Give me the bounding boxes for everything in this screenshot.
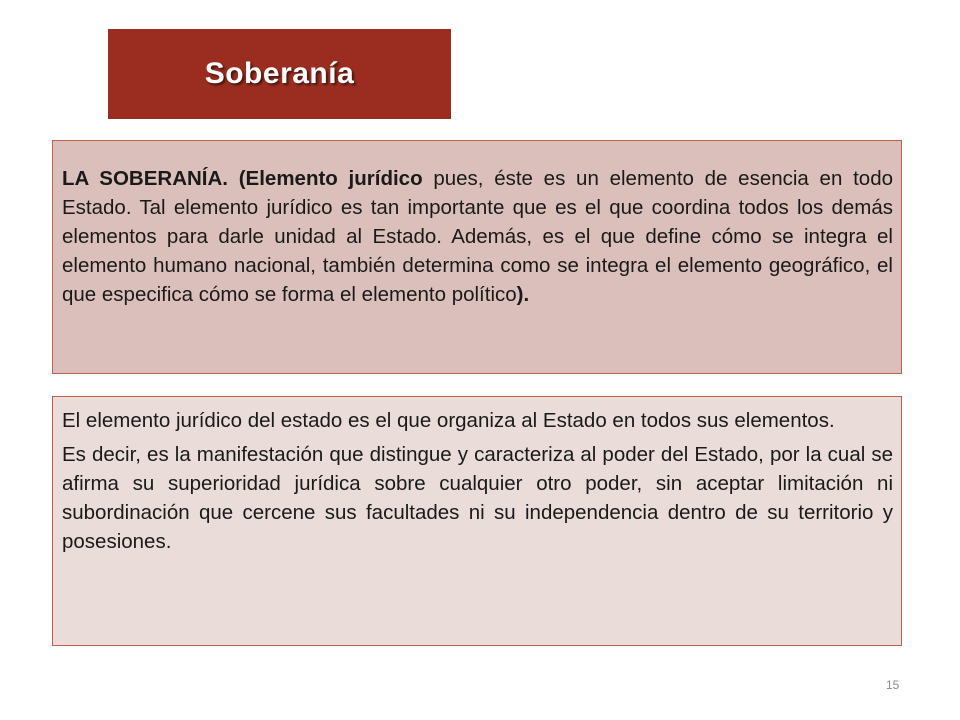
slide-title: Soberanía: [204, 57, 355, 90]
definition-box: [52, 140, 902, 374]
explanation-box: [52, 396, 902, 646]
explanation-paragraph-2: Es decir, es la manifestación que distingue y caracteriza al poder del Estado, por la cual se afirma su superioridad jurídica sobre cualquier otro poder, sin aceptar limitación ni subordinación que cercene sus facultades ni su independencia dentro de su territorio y posesiones.: [62, 443, 893, 553]
definition-bold-close: ).: [516, 283, 530, 306]
definition-text: pues, éste es un elemento de esencia en todo Estado. Tal elemento jurídico es tan importante que es el que coordina todos los demás elementos para darle unidad al Estado. Además, es el que define cómo se integra el elemento humano nacional, también determina como se integra el elemento geográfico, el que especifica cómo se forma el elemento político: [62, 167, 893, 306]
definition-bold-lead: LA SOBERANÍA. (Elemento jurídico: [62, 167, 423, 190]
page-number: 15: [886, 678, 900, 692]
title-banner: [108, 29, 451, 119]
definition-paragraph: [62, 164, 893, 309]
explanation-paragraph-1: El elemento jurídico del estado es el que organiza al Estado en todos sus elementos.: [62, 409, 835, 432]
